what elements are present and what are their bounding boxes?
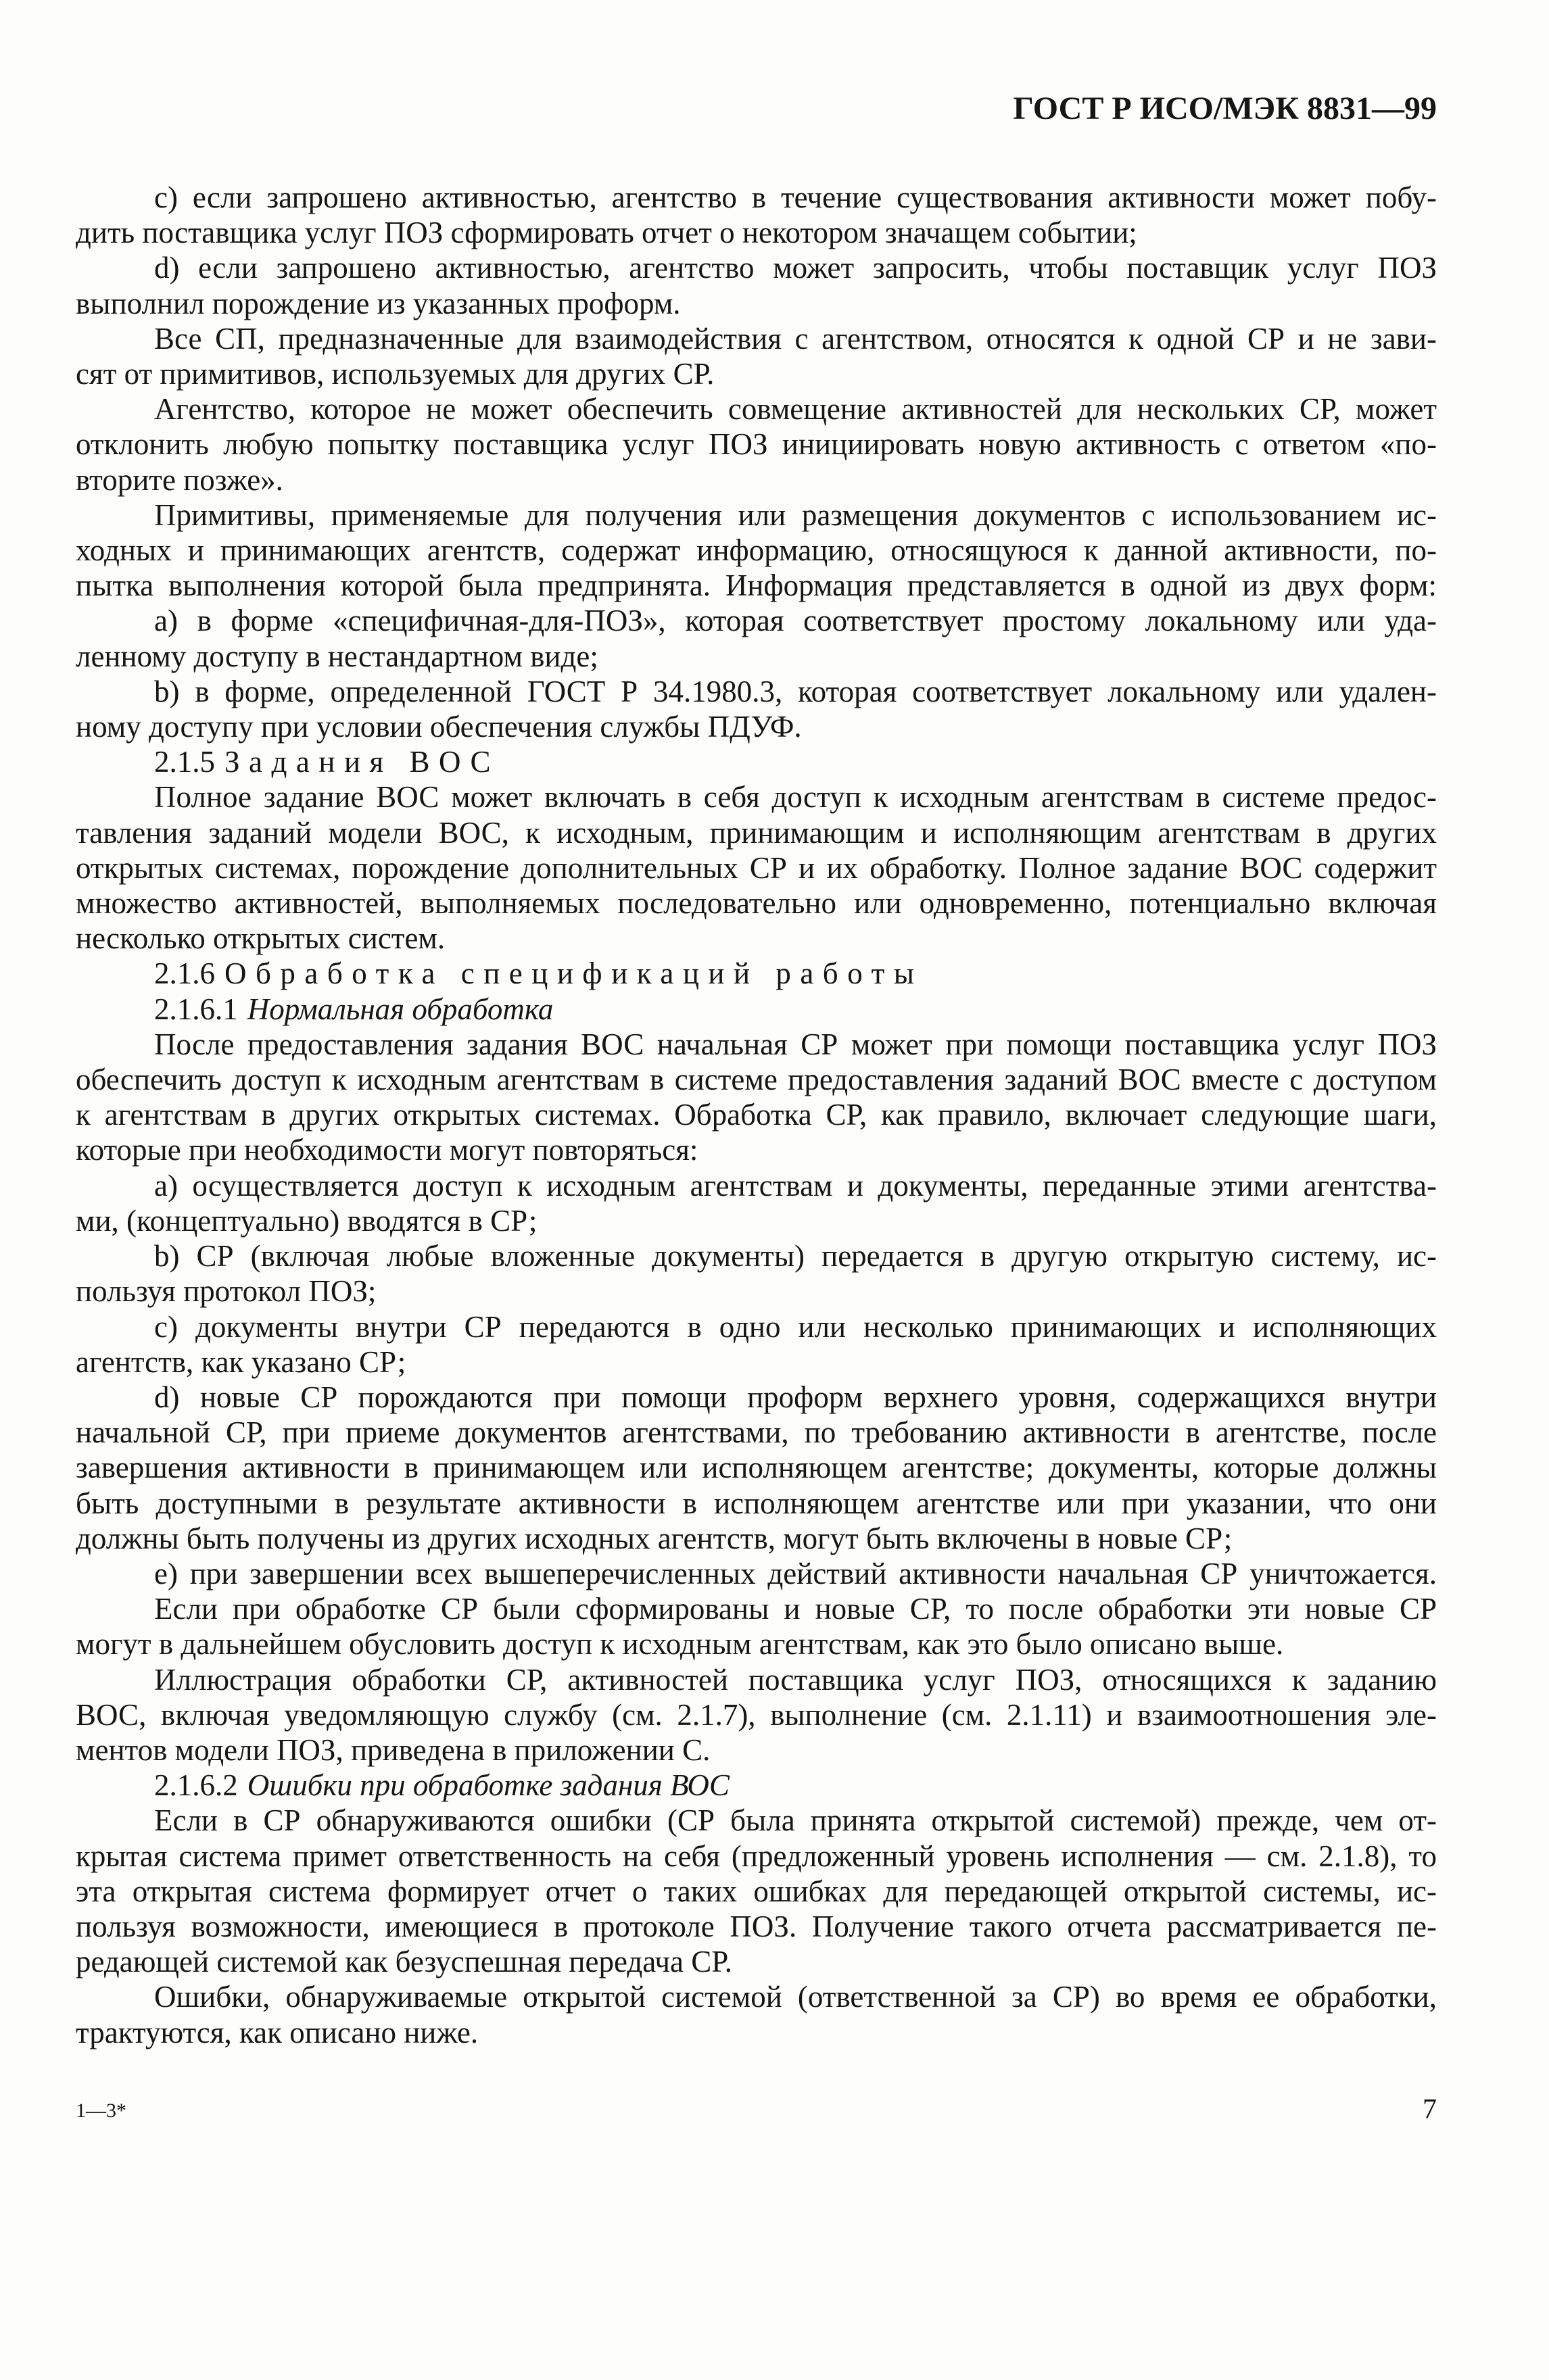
paragraph bbox=[76, 674, 1437, 744]
text-line: быть доступными в результате активности в исполняющем агентстве или при указании, что они bbox=[76, 1486, 1437, 1520]
subsection-heading bbox=[76, 1768, 1437, 1803]
text-line: ходных и принимающих агентств, содержат информацию, относящуюся к данной активности, по- bbox=[76, 533, 1437, 568]
text-line: пользуя протокол ПОЗ; bbox=[76, 1274, 377, 1309]
text-line: сят от примитивов, используемых для других СР. bbox=[76, 357, 715, 391]
standard-designation: ГОСТ Р ИСО/МЭК 8831—99 bbox=[1013, 91, 1437, 126]
text-line: агентств, как указано СР; bbox=[76, 1344, 406, 1379]
text-line: d) если запрошено активностью, агентство может запросить, чтобы поставщик услуг ПОЗ bbox=[154, 251, 1437, 285]
paragraph bbox=[76, 603, 1437, 673]
text-line: c) если запрошено активностью, агентство в течение существования активности может побу- bbox=[154, 180, 1437, 214]
list-item bbox=[76, 1380, 1437, 1556]
text-line: открытых системах, порождение дополнительных СР и их обработку. Полное задание ВОС содержит bbox=[76, 850, 1437, 885]
text-line: завершения активности в принимающем или исполняющем агентстве; документы, которые должны bbox=[76, 1451, 1437, 1485]
section-heading bbox=[76, 956, 1437, 991]
text-line: b) СР (включая любые вложенные документы) передается в другую открытую систему, ис- bbox=[154, 1239, 1437, 1273]
text-line: редающей системой как безуспешная передача СР. bbox=[76, 1945, 732, 1979]
text-line: эта открытая система формирует отчет о таких ошибках для передающей открытой системы, ис- bbox=[76, 1874, 1437, 1908]
paragraph bbox=[76, 1027, 1437, 1168]
paragraph bbox=[76, 1662, 1437, 1768]
list-item bbox=[76, 1556, 1437, 1591]
document-body bbox=[76, 180, 1437, 2050]
list-item bbox=[76, 1309, 1437, 1380]
text-line: a) осуществляется доступ к исходным агентствам и документы, переданные этими агентства- bbox=[154, 1168, 1437, 1203]
text-line: пытка выполнения которой была предпринята. Информация представляется в одной из двух форм: bbox=[76, 568, 1437, 603]
text-line: ВОС, включая уведомляющую службу (см. 2.1.7), выполнение (см. 2.1.11) и взаимоотношения эле- bbox=[76, 1697, 1437, 1732]
text-line: должны быть получены из других исходных агентств, могут быть включены в новые СР; bbox=[76, 1521, 1233, 1555]
section-number: 2.1.6.2 bbox=[154, 1768, 238, 1803]
page-number: 7 bbox=[1423, 2094, 1437, 2125]
text-line: которые при необходимости могут повторяться: bbox=[76, 1133, 698, 1167]
list-item bbox=[76, 1238, 1437, 1309]
section-number: 2.1.6.1 bbox=[154, 992, 238, 1026]
text-line: Если при обработке СР были сформированы и новые СР, то после обработки эти новые СР bbox=[154, 1592, 1437, 1626]
text-line: b) в форме, определенной ГОСТ Р 34.1980.3, которая соответствует локальному или удален- bbox=[154, 674, 1437, 708]
text-line: обеспечить доступ к исходным агентствам в системе предоставления заданий ВОС вместе с доступом bbox=[76, 1063, 1437, 1097]
text-line: После предоставления задания ВОС начальная СР может при помощи поставщика услуг ПОЗ bbox=[154, 1027, 1437, 1061]
text-line: ми, (концептуально) вводятся в СР; bbox=[76, 1203, 538, 1238]
text-line: крытая система примет ответственность на себя (предложенный уровень исполнения — см. 2.1.8), то bbox=[76, 1839, 1437, 1873]
text-line: Все СП, предназначенные для взаимодействия с агентством, относятся к одной СР и не зави- bbox=[154, 321, 1437, 356]
section-number: 2.1.6 bbox=[154, 956, 215, 991]
text-line: вторите позже». bbox=[76, 462, 283, 497]
section-title: Обработка спецификаций работы bbox=[224, 956, 924, 991]
section-heading bbox=[76, 744, 1437, 779]
text-line: Иллюстрация обработки СР, активностей поставщика услуг ПОЗ, относящихся к заданию bbox=[154, 1662, 1437, 1697]
text-line: пользуя возможности, имеющиеся в протоколе ПОЗ. Получение такого отчета рассматривается пе- bbox=[76, 1909, 1437, 1943]
text-line: могут в дальнейшем обусловить доступ к исходным агентствам, как это было описано выше. bbox=[76, 1627, 1284, 1661]
text-line: несколько открытых систем. bbox=[76, 921, 446, 956]
text-line: дить поставщика услуг ПОЗ сформировать отчет о некотором значащем событии; bbox=[76, 216, 1137, 250]
text-line: к агентствам в других открытых системах. Обработка СР, как правило, включает следующие шаги, bbox=[76, 1098, 1437, 1132]
text-line: Полное задание ВОС может включать в себя доступ к исходным агентствам в системе предос- bbox=[154, 780, 1437, 815]
paragraph bbox=[76, 250, 1437, 320]
text-line: Примитивы, применяемые для получения или размещения документов с использованием ис- bbox=[154, 497, 1437, 532]
text-line: начальной СР, при приеме документов агентствами, по требованию активности в агентстве, после bbox=[76, 1415, 1437, 1450]
text-line: ментов модели ПОЗ, приведена в приложении С. bbox=[76, 1732, 711, 1767]
footer-signature: 1—3* bbox=[76, 2099, 126, 2122]
paragraph bbox=[76, 1979, 1437, 2049]
text-line: трактуются, как описано ниже. bbox=[76, 2015, 479, 2049]
text-line: e) при завершении всех вышеперечисленных действий активности начальная СР уничтожается. bbox=[154, 1556, 1437, 1590]
text-line: d) новые СР порождаются при помощи проформ верхнего уровня, содержащихся внутри bbox=[154, 1380, 1437, 1414]
paragraph bbox=[76, 779, 1437, 956]
section-title: Задания ВОС bbox=[224, 745, 500, 779]
text-line: c) документы внутри СР передаются в одно или несколько принимающих и исполняющих bbox=[154, 1309, 1437, 1344]
text-line: ленному доступу в нестандартном виде; bbox=[76, 639, 598, 673]
section-number: 2.1.5 bbox=[154, 745, 215, 779]
paragraph bbox=[76, 180, 1437, 250]
subsection-heading bbox=[76, 992, 1437, 1027]
text-line: отклонить любую попытку поставщика услуг ПОЗ инициировать новую активность с ответом «по- bbox=[76, 427, 1437, 462]
text-line: Агентство, которое не может обеспечить совмещение активностей для нескольких СР, может bbox=[154, 392, 1437, 427]
paragraph bbox=[76, 1803, 1437, 1979]
text-line: Если в СР обнаруживаются ошибки (СР была принята открытой системой) прежде, чем от- bbox=[154, 1803, 1437, 1838]
text-line: тавления заданий модели ВОС, к исходным, принимающим и исполняющим агентствам в других bbox=[76, 815, 1437, 850]
text-line: ному доступу при условии обеспечения службы ПДУФ. bbox=[76, 710, 802, 744]
paragraph bbox=[76, 321, 1437, 391]
text-line: a) в форме «специфичная-для-ПОЗ», которая соответствует простому локальному или уда- bbox=[154, 604, 1437, 638]
text-line: Ошибки, обнаруживаемые открытой системой (ответственной за СР) во время ее обработки, bbox=[154, 1980, 1437, 2014]
text-line: выполнил порождение из указанных проформ. bbox=[76, 286, 681, 320]
list-item bbox=[76, 1168, 1437, 1238]
paragraph bbox=[76, 497, 1437, 604]
text-line: множество активностей, выполняемых последовательно или одновременно, потенциально включая bbox=[76, 886, 1437, 921]
paragraph bbox=[76, 391, 1437, 497]
section-title: Ошибки при обработке задания ВОС bbox=[247, 1768, 730, 1803]
paragraph bbox=[76, 1591, 1437, 1661]
section-title: Нормальная обработка bbox=[247, 992, 554, 1026]
